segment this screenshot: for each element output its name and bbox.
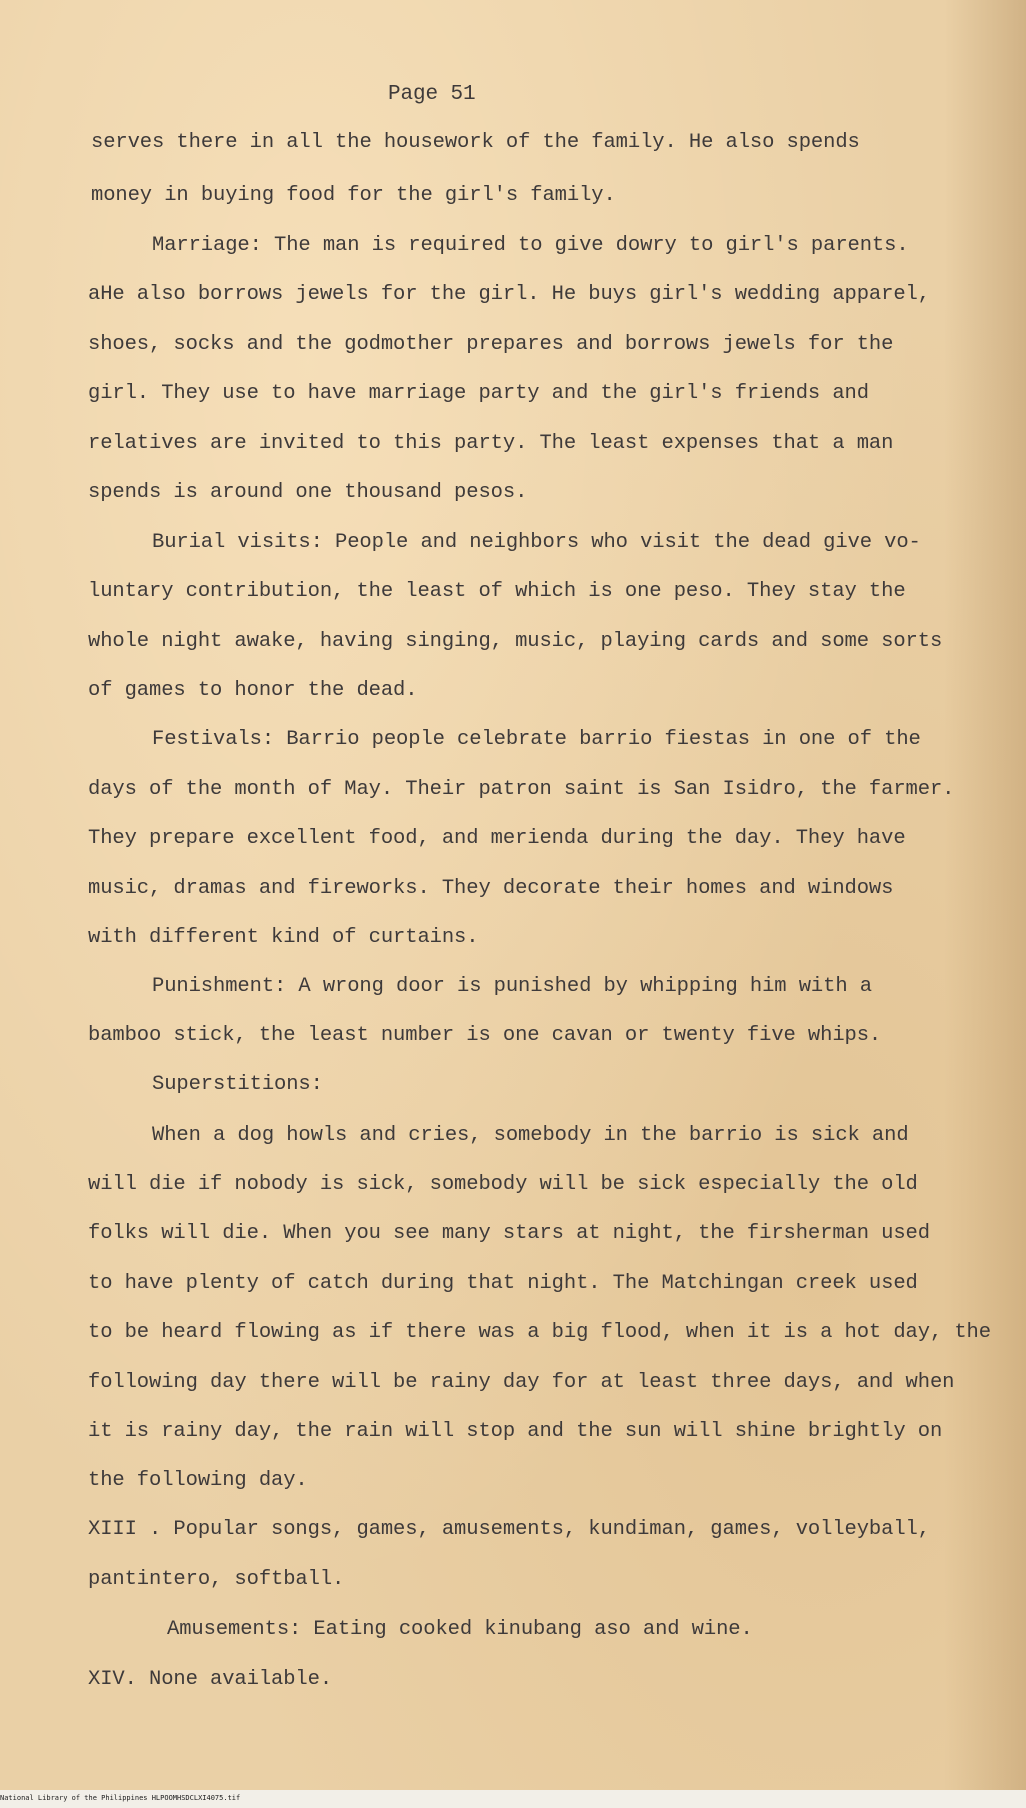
text-line: Amusements: Eating cooked kinubang aso and wine.: [167, 1618, 753, 1641]
text-line: They prepare excellent food, and merienda during the day. They have: [88, 827, 906, 850]
text-line: days of the month of May. Their patron saint is San Isidro, the farmer.: [88, 778, 955, 801]
text-line: to have plenty of catch during that night. The Matchingan creek used: [88, 1272, 918, 1295]
text-line: serves there in all the housework of the family. He also spends: [91, 131, 860, 154]
text-line: bamboo stick, the least number is one cavan or twenty five whips.: [88, 1024, 882, 1047]
text-line: spends is around one thousand pesos.: [88, 481, 528, 504]
text-line: it is rainy day, the rain will stop and the sun will shine brightly on: [88, 1420, 943, 1443]
text-line: Burial visits: People and neighbors who visit the dead give vo-: [152, 531, 921, 554]
text-line: whole night awake, having singing, music, playing cards and some sorts: [88, 630, 943, 653]
text-line: to be heard flowing as if there was a big flood, when it is a hot day, the: [88, 1321, 991, 1344]
text-line: of games to honor the dead.: [88, 679, 418, 702]
text-line: music, dramas and fireworks. They decorate their homes and windows: [88, 877, 894, 900]
text-line: the following day.: [88, 1469, 308, 1492]
text-line: following day there will be rainy day for at least three days, and when: [88, 1371, 955, 1394]
text-line: When a dog howls and cries, somebody in the barrio is sick and: [152, 1124, 909, 1147]
text-line: girl. They use to have marriage party and the girl's friends and: [88, 382, 869, 405]
section-heading: XIII . Popular songs, games, amusements, kundiman, games, volleyball,: [88, 1518, 930, 1541]
text-line: folks will die. When you see many stars at night, the firsherman used: [88, 1222, 930, 1245]
text-line: relatives are invited to this party. The least expenses that a man: [88, 432, 894, 455]
text-line: luntary contribution, the least of which is one peso. They stay the: [88, 580, 906, 603]
text-line: Marriage: The man is required to give dowry to girl's parents.: [152, 234, 909, 257]
text-line: with different kind of curtains.: [88, 926, 479, 949]
page-number: Page 51: [388, 83, 476, 106]
text-line: pantintero, softball.: [88, 1568, 345, 1591]
section-heading: Superstitions:: [152, 1073, 323, 1096]
text-line: money in buying food for the girl's family.: [91, 184, 616, 207]
text-line: Punishment: A wrong door is punished by whipping him with a: [152, 975, 872, 998]
text-line: will die if nobody is sick, somebody will be sick especially the old: [88, 1173, 918, 1196]
footer-caption: National Library of the Philippines HLPOOMHSDCLXI4075.tif: [0, 1794, 241, 1802]
text-line: shoes, socks and the godmother prepares and borrows jewels for the: [88, 333, 894, 356]
section-heading: XIV. None available.: [88, 1668, 333, 1691]
text-line: Festivals: Barrio people celebrate barrio fiestas in one of the: [152, 728, 921, 751]
text-line: aHe also borrows jewels for the girl. He buys girl's wedding apparel,: [88, 283, 930, 306]
